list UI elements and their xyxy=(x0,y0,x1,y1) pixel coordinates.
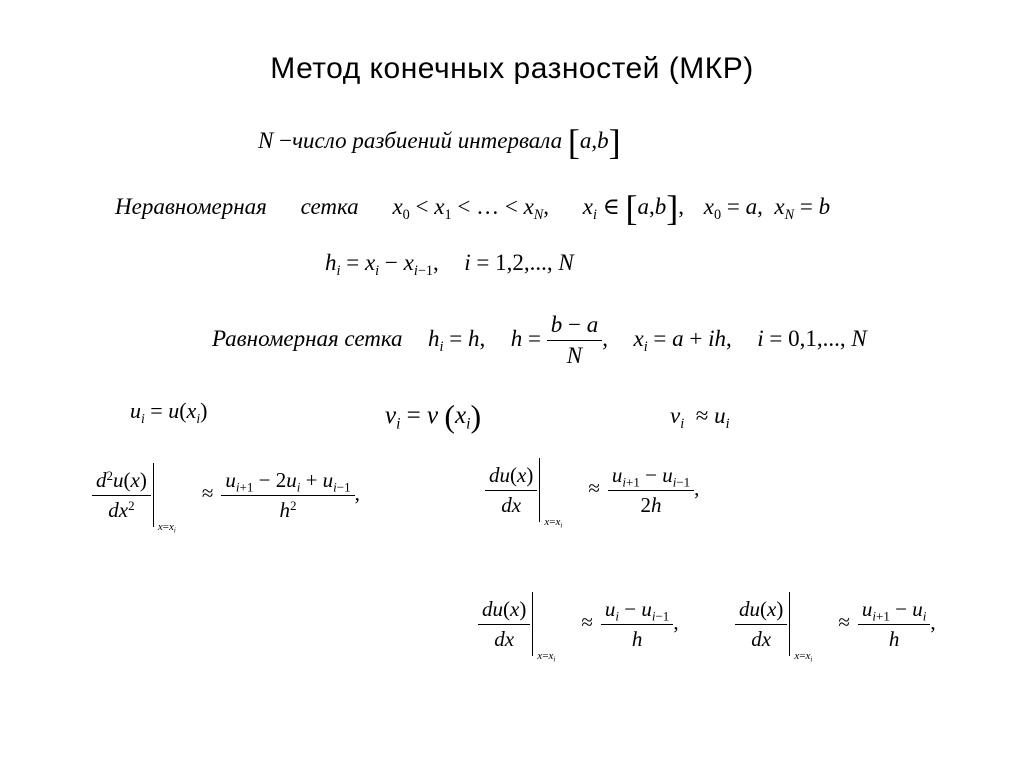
nonuniform-label-2: сетка xyxy=(300,194,359,219)
formula-forward-derivative: $\frac{du(x)}{dx}$ $x=x_i$ ≈ $\frac{u_{i+1} - u_i}{h}$ , xyxy=(735,592,936,656)
n-description: число разбиений интервала xyxy=(292,128,563,153)
page-title: Метод конечных разностей (МКР) xyxy=(270,52,754,85)
formula-central-derivative: $\frac{du(x)}{dx}$ $x=x_i$ ≈ $\frac{u_{i+1} - u_{i-1}}{2h}$ , xyxy=(485,458,699,522)
formula-n-definition: N −число разбиений интервала [a,b] xyxy=(258,122,621,162)
formula-backward-derivative: $\frac{du(x)}{dx}$ $x=x_i$ ≈ $\frac{u_i - u_{i-1}}{h}$ , xyxy=(478,592,679,656)
formula-step-nonuniform: $h_i = x_i - x_{i-1}$, i = 1,2,..., N xyxy=(325,250,574,279)
formula-nonuniform-grid: Неравномерная сетка $x_0 < x_1$ < … < $x_N$, $x_i$ ∈ [a,b], $x_0 = a$, $x_N = b$ xyxy=(115,188,831,228)
formula-v-i: $v_i = v$ $(x_i)$ xyxy=(385,398,482,434)
formula-u-i: $u_i = u(x_i)$ xyxy=(130,398,208,426)
symbol-n: N xyxy=(258,128,274,153)
formula-second-derivative: $\frac{d^2u(x)}{dx^2}$ $x=x_i$ ≈ $\frac{u_{i+1} - 2u_i + u_{i-1}}{h^2}$ , xyxy=(92,463,360,527)
nonuniform-label: Неравномерная xyxy=(115,194,267,219)
formula-uniform-grid: Равномерная сетка $h_i = h$, h = $\frac{b - a}{N}$ , $x_i = a$ + ih, i = 0,1,..., N xyxy=(212,312,867,368)
formula-approx-v-u: $v_i \approx u_i$ xyxy=(670,403,730,432)
uniform-label: Равномерная сетка xyxy=(212,325,403,351)
